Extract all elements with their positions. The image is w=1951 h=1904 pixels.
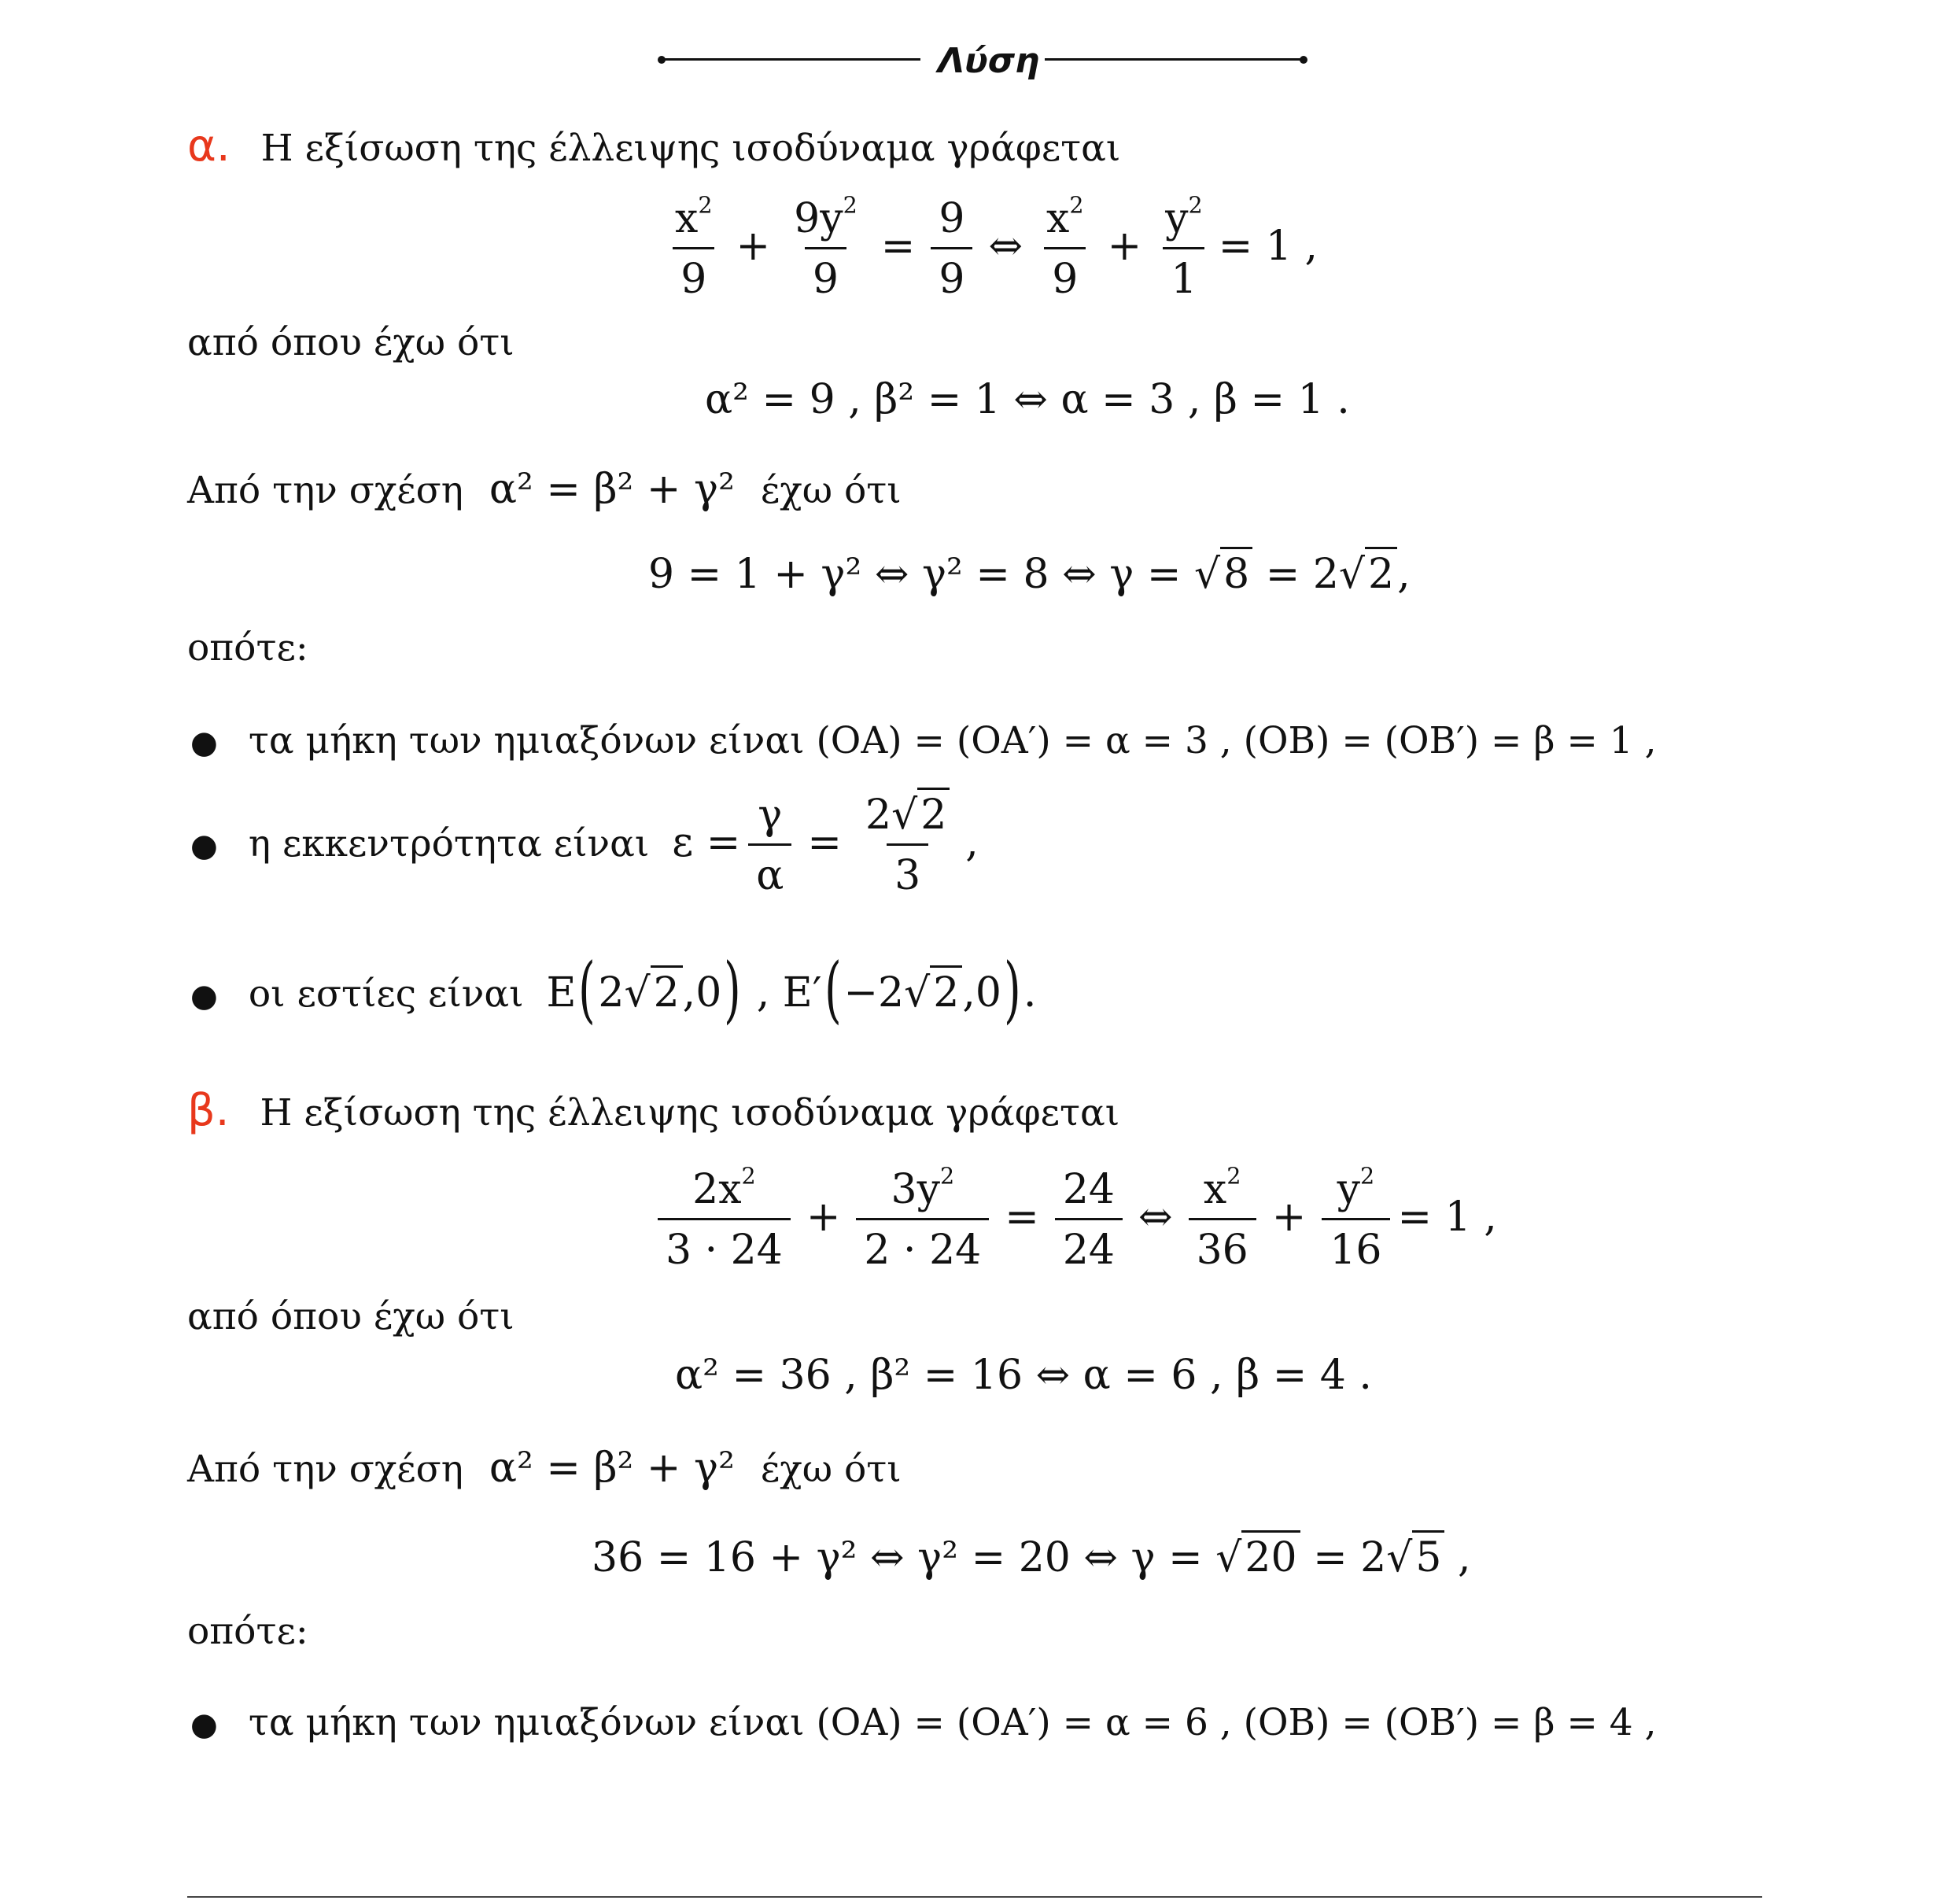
fraction: $\frac{x^2}{9}$: [667, 198, 721, 300]
fraction: $\frac{3y^2}{2 \cdot 24}$: [856, 1169, 989, 1271]
footer-rule: [187, 1896, 1762, 1898]
header-right-dot: [1300, 56, 1307, 64]
part-a-intro-line: [187, 120, 1121, 172]
fraction: $\frac{x^2}{36}$: [1189, 1169, 1256, 1271]
part-a-bullet-1: ● τα μήκη των ημιαξόνων είναι (ΟΑ) = (ΟΑ′) = α = 3 , (ΟΒ) = (ΟΒ′) = β = 1 ,: [190, 719, 1657, 762]
fraction: $\frac{x^2}{9}$: [1038, 198, 1092, 300]
fraction: $\frac{2√2}{3}$: [857, 795, 957, 896]
fraction: $\frac{24}{24}$: [1055, 1169, 1123, 1271]
fraction: $\frac{y^2}{16}$: [1322, 1169, 1389, 1271]
part-b-equation-1: $\frac{2x^2}{3 \cdot 24}$ + $\frac{3y^2}{2 \cdot 24}$ = $\frac{24}{24}$ ⇔ $\frac{x^2}{36}$ + $\frac{y^2}{16}$ = 1 ,: [650, 1169, 1497, 1271]
fraction: $\frac{y^2}{1}$: [1157, 198, 1211, 300]
bullet-icon: ●: [190, 1707, 218, 1743]
fraction: $\frac{9}{9}$: [931, 198, 972, 300]
square-root: √5: [1386, 1537, 1444, 1578]
bullet-icon: ●: [190, 828, 218, 864]
fraction: $\frac{9y^2}{9}$: [794, 191, 857, 303]
foci-formula: Ε(2√2,0) , Ε′(−2√2,0).: [546, 947, 1037, 1031]
relation-math: α² = β² + γ²: [489, 466, 735, 513]
header-right-rule: [1045, 58, 1304, 61]
part-b-label: β.: [187, 1085, 230, 1136]
part-b-relation-line: Από την σχέση α² = β² + γ² έχω ότι: [187, 1445, 902, 1492]
eccentricity-formula: ε = $\frac{\gamma}{\alpha}$ = $\frac{2√2}{3}$ ,: [672, 819, 979, 866]
page-title: Λύση: [938, 41, 1040, 81]
square-root: √8: [1194, 554, 1252, 595]
part-a-so: οπότε:: [187, 626, 308, 670]
fraction: $\frac{\gamma}{\alpha}$: [748, 795, 791, 896]
header-left-rule: [661, 58, 920, 61]
part-a-from-where: από όπου έχω ότι: [187, 321, 514, 364]
part-a-bullet-3: ● οι εστίες είναι Ε(2√2,0) , Ε′(−2√2,0).: [190, 947, 1037, 1031]
part-b-intro: Η εξίσωση της έλλειψης ισοδύναμα γράφεται: [260, 1091, 1120, 1135]
square-root: √20: [1215, 1537, 1300, 1578]
part-a-equation-2: α² = 9 , β² = 1 ⇔ α = 3 , β = 1 .: [705, 376, 1350, 423]
part-b-equation-3: 36 = 16 + γ² ⇔ γ² = 20 ⇔ γ = √20 = 2√5 ,: [592, 1537, 1471, 1578]
part-a-relation-line: Από την σχέση α² = β² + γ² έχω ότι: [187, 466, 902, 513]
part-a-bullet-2: ● η εκκεντρότητα είναι ε = $\frac{\gamma}{\alpha}$ = $\frac{2√2}{3}$ ,: [190, 795, 979, 896]
square-root: √2: [1339, 554, 1397, 595]
part-a-label: α.: [187, 120, 231, 172]
part-b-intro-line: [187, 1085, 1120, 1136]
part-a-equation-3: 9 = 1 + γ² ⇔ γ² = 8 ⇔ γ = √8 = 2√2,: [648, 554, 1411, 595]
bullet-icon: ●: [190, 725, 218, 761]
relation-math: α² = β² + γ²: [489, 1445, 735, 1492]
part-a-intro: Η εξίσωση της έλλειψης ισοδύναμα γράφεται: [260, 127, 1121, 170]
fraction: $\frac{2x^2}{3 \cdot 24}$: [658, 1169, 791, 1271]
part-a-equation-1: $\frac{x^2}{9}$ + $\frac{9y^2}{9}$ = $\frac{9}{9}$ ⇔ $\frac{x^2}{9}$ + $\frac{y^2}{1}$ = 1 ,: [659, 198, 1318, 300]
bullet-icon: ●: [190, 978, 218, 1014]
part-b-from-where: από όπου έχω ότι: [187, 1295, 514, 1338]
part-b-bullet-1: ● τα μήκη των ημιαξόνων είναι (ΟΑ) = (ΟΑ′) = α = 6 , (ΟΒ) = (ΟΒ′) = β = 4 ,: [190, 1701, 1657, 1744]
part-b-equation-2: α² = 36 , β² = 16 ⇔ α = 6 , β = 4 .: [675, 1352, 1372, 1399]
part-b-so: οπότε:: [187, 1610, 308, 1653]
